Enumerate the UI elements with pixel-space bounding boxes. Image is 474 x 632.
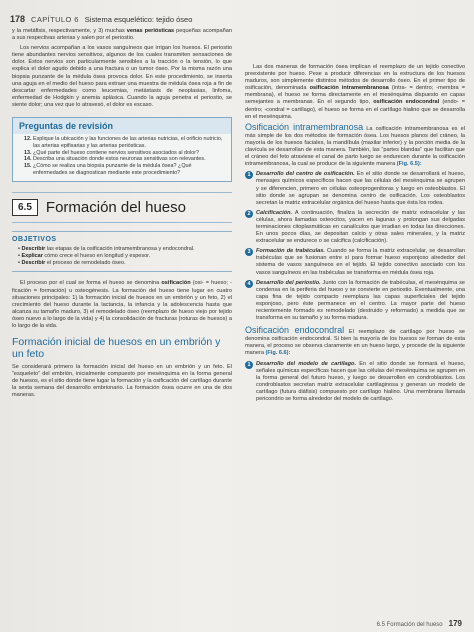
paragraph: El proceso por el cual se forma el hueso se denomina osificación (osi- = hueso; -ficación = formación) u osteogénesis. La formación del hueso tiene lugar en cuatro situaciones principales: 1) la formación inicial de huesos en un embrión y un feto, 2) el crecimiento del hueso durante la lactancia, la infancia y la adolescencia hasta que alcanza su tamaño maduro, 3) el remodelado óseo (reemplazo de hueso viejo por tejido óseo nuevo a lo largo de la vida) y 4) la consolidación de fracturas (roturas de huesos) a lo largo de la vida.: [12, 280, 232, 329]
review-list: [13, 136, 231, 177]
paragraph: Las dos maneras de formación ósea implican el reemplazo de un tejido conectivo preexistente por hueso. Pese a producir diferencias en la estructura de los huesos maduros, son simplemente distintos métodos de desarrollo óseo. En el primer tipo de osificación, denominada osificación intramembranosa (intra- = dentro; -membra = membrana), el hueso se forma directamente en el mesénquima dispuesto en capas semejantes a membranas. En el segundo tipo, osificación endocondral (endo- = dentro; -condral = cartílago), el hueso se forma en el cartílago hialino que se desarrolla en el mesénquima.: [245, 64, 466, 120]
step-number: 1: [245, 171, 253, 179]
step-item: 3 Formación de trabéculas. Cuando se forma la matriz extracelular, se desarrollan trabéculas que se fusionan entre sí para formar hueso esponjoso alrededor del sistema de vasos sanguíneos en el tejido. El tejido conectivo asociado con los vasos sanguíneos en las trabéculas se transforma en médula ósea roja.: [245, 248, 465, 276]
right-column: [245, 64, 465, 406]
heading-intramembranous: Osificación intramembranosa: [245, 121, 364, 132]
paragraph-intramembranous: Osificación intramembranosa La osificación intramembranosa es el más simple de los dos métodos de formación ósea. Los huesos planos del cráneo, la mayoría de los huesos faciales, la mandíbula (maxilar inferior) y la porción media de la clavícula se desarrollan de esta manera. También, las “partes blandas” que facilitan que el cráneo del feto atraviese el canal de parto luego se endurecen durante la osificación intramembranosa, la cual se produce de la siguiente manera (Fig. 6.5):: [245, 121, 465, 168]
paragraph: y la metáfisis, respectivamente, y 3) muchas venas periósticas pequeñas acompañan a sus respectivas arterias y salen por el periostio.: [12, 28, 232, 42]
review-item: 12. Explique la ubicación y las funciones de las arterias nutricias, el orificio nutricio, las arterias epifisarias y las arterias periósticas.: [33, 136, 225, 150]
review-questions-box: [12, 117, 232, 182]
step-number: 1: [245, 361, 253, 369]
heading-endochondral: Osificación endocondral: [245, 325, 345, 336]
divider: [12, 271, 232, 272]
objectives-title: OBJETIVOS: [12, 235, 57, 243]
section-title: Formación del hueso: [45, 198, 186, 216]
step-item: 1 Desarrollo del centro de osificación. En el sitio donde se desarrollará el hueso, mensajes químicos específicos hacen que las células del mesénquima se agrupen y se diferencien, primero en células osteoprogenitoras y luego en osteoblastos. El sitio donde se agrupan se denomina centro de osificación. Los osteoblastos secretan la matriz extracelular orgánica del hueso hasta que ésta los rodea.: [245, 171, 465, 206]
figure-ref: (Fig. 6.6):: [265, 350, 291, 357]
step-number: 3: [245, 248, 253, 256]
objectives-box: [12, 231, 232, 273]
objective-item: • Describir las etapas de la osificación intramembranosa y endocondral.: [18, 246, 232, 253]
review-title: Preguntas de revisión: [13, 118, 231, 134]
page-number: 178: [10, 14, 26, 24]
step-number: 4: [245, 280, 253, 288]
step-item: 4 Desarrollo del periostio. Junto con la formación de trabéculas, el mesénquima se condensa en la periferia del hueso y se convierte en periostio. Eventualmente, una capa fina de tejido compacto reemplaza las capas superficiales del tejido esponjoso, pero éste permanece en el centro. La mayor parte del hueso recientemente formado es remodelado (destruido y reformado) a medida que se transforma en su tamaño y su forma madura.: [245, 280, 465, 323]
page-footer: [377, 619, 462, 628]
footer-section: 6.5 Formación del hueso: [376, 622, 443, 628]
objectives-list: [12, 246, 232, 268]
step-item: 2 Calcificación. A continuación, finaliza la secreción de matriz extracelular y las células, ahora llamadas osteocitos, yacen en lagunas y prolongan sus delgadas terminaciones citoplasmáticas en canalículos que irradian en todas las direcciones. En unos pocos días, se depositan calcio y otras sales minerales, y la matriz extracelular se endurece o se calcifica (calcificación).: [245, 210, 465, 245]
chapter-title: Sistema esquelético: tejido óseo: [84, 15, 193, 24]
footer-page-number: 179: [448, 619, 462, 628]
objective-item: • Explicar cómo crece el hueso en longitud y espesor.: [18, 253, 232, 260]
objective-item: • Describir el proceso de remodelado óseo.: [18, 260, 232, 267]
review-item: 14. Describa una situación donde estos neuronas sensitivas son relevantes.: [33, 156, 225, 163]
chapter-label: CAPÍTULO 6: [31, 15, 79, 24]
section-heading: [12, 192, 232, 223]
section-number: 6.5: [12, 199, 38, 216]
figure-ref: (Fig. 6.5):: [396, 161, 422, 168]
review-item: 13. ¿Qué parte del hueso contiene nervios sensitivos asociados al dolor?: [33, 150, 225, 157]
subsection-heading: Formación inicial de huesos en un embrión y un feto: [12, 336, 221, 361]
left-column: [12, 28, 232, 403]
step-number: 2: [245, 210, 253, 218]
review-item: 15. ¿Cómo se realiza una biopsia punzante de la médula ósea? ¿Qué enfermedades se diagnostican mediante este procedimiento?: [33, 163, 225, 177]
step-item: 1 Desarrollo del modelo de cartílago. En el sitio donde se formará el hueso, señales químicas específicas hacen que las células del mesénquima se agrupen en la forma general del futuro hueso, y luego se desarrollen en condroblastos. Los condroblastos secretan matriz extracelular cartilaginosa y generan un modelo de cartílago (futura diáfisis) compuesto por cartílago hialino. Una membrana llamada pericondrio se forma alrededor del modelo de cartílago.: [245, 361, 465, 404]
page-header: [10, 14, 460, 26]
paragraph: Se considerará primero la formación inicial del hueso en un embrión y un feto. El “esqueleto” del embrión, inicialmente compuesto por mesénquima en la forma general de huesos, es el sitio donde tiene lugar la formación y la osificación del cartílago durante la sexta semana del desarrollo embrionario. La formación ósea ocurre en una de dos maneras.: [12, 364, 232, 399]
paragraph-endochondral: Osificación endocondral El reemplazo de cartílago por hueso se denomina osificación endocondral. Si bien la mayoría de los huesos se forman de esta manera, el proceso se observa claramente en un hueso largo, y procede de la siguiente manera (Fig. 6.6):: [245, 325, 465, 357]
paragraph: Los nervios acompañan a los vasos sanguíneos que irrigan los huesos. El periostio tiene abundantes nervios sensitivos, algunos de los cuales transmiten sensaciones de dolor. Estos nervios son particularmente sensibles a la tracción o la tensión, lo que explica el dolor agudo debido a una fractura o un tumor óseo. Por la misma razón una biopsia punzante de la médula ósea provoca dolor. En este procedimiento, se inserta una aguja en el medio del hueso para extraer una muestra de médula ósea roja a fin de descartar enfermedades como leucemias, metástasis de neoplasias, linfoma, enfermedad de Hodgkin y anemia aplásica. Cuando la aguja penetra el periostio, se siente dolor; una vez que lo atravesó, el dolor es escaso.: [12, 45, 232, 108]
